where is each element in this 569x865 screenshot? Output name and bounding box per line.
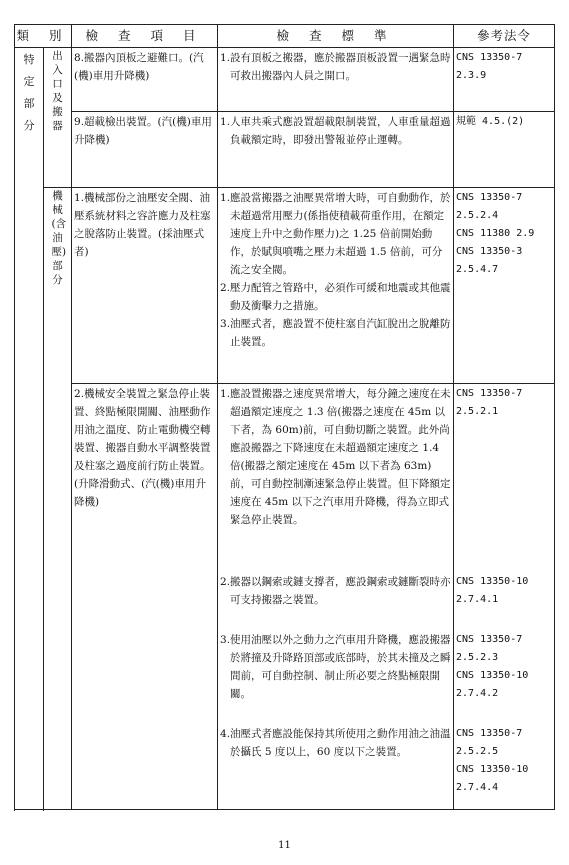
section-machine: 機械(含油壓)部分	[44, 188, 72, 810]
page-number: 11	[278, 840, 291, 851]
header-row	[15, 25, 555, 48]
reference-cell: CNS 13350-7 2.5.2.1 CNS 13350-10 2.7.4.1 CNS 13350-7 2.5.2.3 CNS 13350-10 2.7.4.2 CNS 13350-7 2.5.2.5 CNS 13350-10 2.7.4.4	[454, 384, 555, 810]
check-item: 8.搬器內頂板之避難口。(汽(機)車用升降機)	[72, 48, 218, 112]
check-item: 9.超載檢出裝置。(汽(機)車用升降機)	[72, 112, 218, 188]
header-category: 類 別	[15, 25, 72, 48]
check-standard: 1. 應設當搬器之油壓異常增大時，可自動動作，於未超過常用壓力(係指使積載荷重作用，在額定速度上升中之動作壓力)之 1.25 倍前開始動作，於賦與噴嘴之壓力未超過 1.5 倍前，可分流之安全閥。 2. 壓力配管之管路中，必須作可緩和地震或其他震動及衝擊力之措施。 3. 油壓式者，應設置不使柱塞自汽缸脫出之脫離防止裝置。	[218, 188, 454, 384]
header-item: 檢 查 項 目	[72, 25, 218, 48]
table-row	[15, 384, 555, 810]
header-reference: 參考法令	[454, 25, 555, 48]
reference-cell: 規範 4.5.(2)	[454, 112, 555, 188]
table-row	[15, 188, 555, 384]
reference-cell: CNS 13350-7 2.3.9	[454, 48, 555, 112]
header-standard: 檢 查 標 準	[218, 25, 454, 48]
check-item: 1.機械部份之油壓安全閥、油壓系統材料之容許應力及柱塞之脫落防止裝置。(採油壓式者)	[72, 188, 218, 384]
section-entrance: 出入口及搬器	[44, 48, 72, 188]
check-standard: 1. 人車共乘式應設置超載限制裝置，人車重量超過負載額定時，即發出警報並停止運轉。	[218, 112, 454, 188]
table-row	[15, 112, 555, 188]
section-special: 特定部分	[15, 48, 44, 810]
check-standard: 1. 設有頂板之搬器，應於搬器頂板設置一遇緊急時可救出搬器內人員之開口。	[218, 48, 454, 112]
reference-cell: CNS 13350-7 2.5.2.4 CNS 11380 2.9 CNS 13350-3 2.5.4.7	[454, 188, 555, 384]
check-standard: 1. 應設置搬器之速度異常增大，每分鐘之速度在未超過額定速度之 1.3 倍(搬器之速度在 45m 以下者，為 60m)前，可自動切斷之裝置。此外尚應設搬器之下降速度在未超過額定速度之 1.4 倍(搬器之額定速度在 45m 以下者為 63m)前，可自動控制漸速緊急停止裝置。但下降額定速度在 45m 以下之汽車用升降機，得為立即式緊急停止裝置。 2. 搬器以鋼索或鏈支撐者，應設鋼索或鏈斷裂時亦可支持搬器之裝置。 3. 使用油壓以外之動力之汽車用升降機，應設搬器於將撞及升降路頂部或底部時，於其未撞及之瞬間前，可自動控制、制止所必要之終點極限開關。 4. 油壓式者應設能保持其所使用之動作用油之油溫於攝氏 5 度以上，60 度以下之裝置。	[218, 384, 454, 810]
check-item: 2.機械安全裝置之緊急停止裝置、終點極限開關、油壓動作用油之溫度、防止電動機空轉裝置、搬器自動水平調整裝置及柱塞之過度前行防止裝置。(升降滑動式、(汽(機)車用升降機)	[72, 384, 218, 810]
table-row	[15, 48, 555, 112]
inspection-table	[14, 24, 555, 810]
